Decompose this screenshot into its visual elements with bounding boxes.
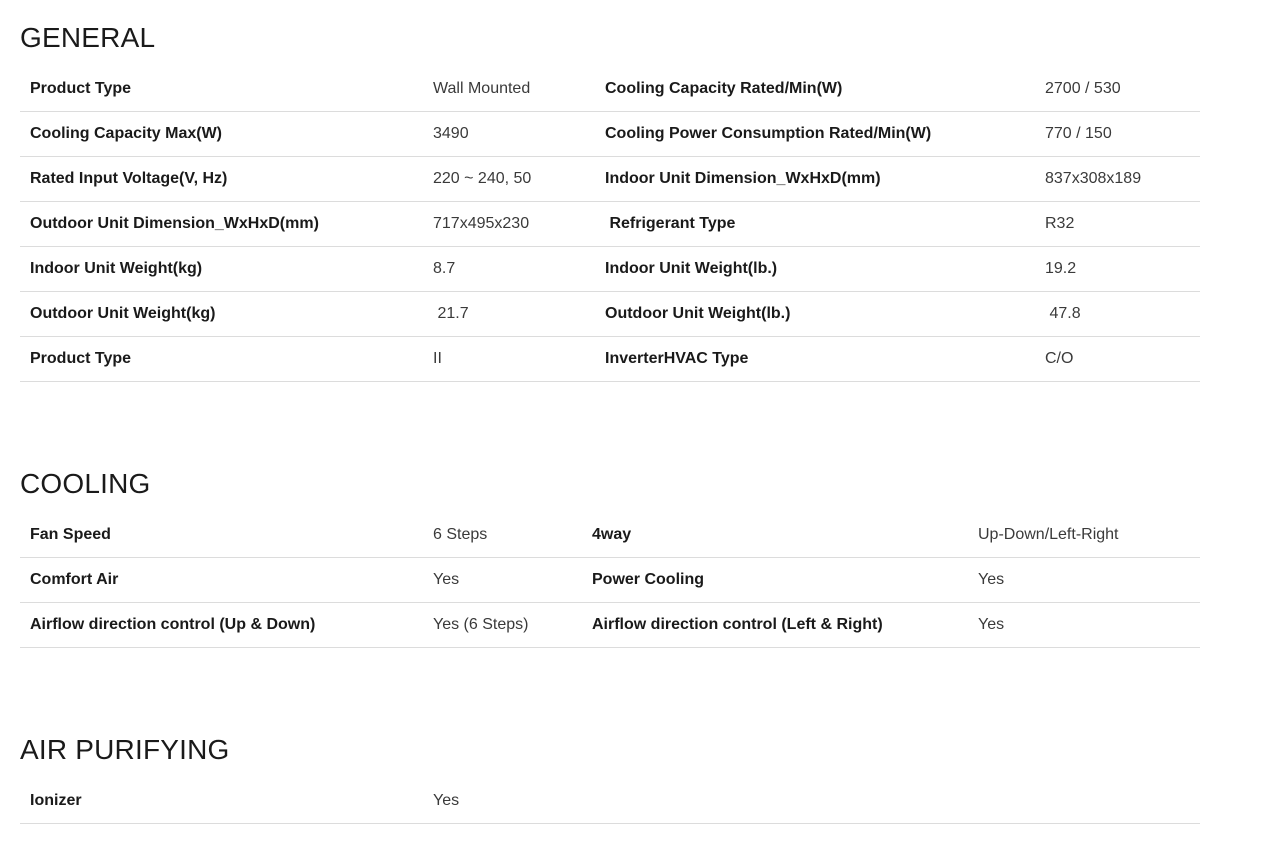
air-purifying-spec-table xyxy=(20,779,1200,824)
spec-value: Up-Down/Left-Right xyxy=(978,513,1200,558)
spec-label: Outdoor Unit Weight(kg) xyxy=(20,292,433,337)
spec-label: Cooling Capacity Rated/Min(W) xyxy=(595,67,1045,112)
spec-label: Indoor Unit Dimension_WxHxD(mm) xyxy=(595,157,1045,202)
spec-label: Airflow direction control (Left & Right) xyxy=(582,603,978,648)
spec-value: Yes xyxy=(433,558,582,603)
spec-label: Comfort Air xyxy=(20,558,433,603)
section-title-general: GENERAL xyxy=(20,22,156,53)
general-section xyxy=(20,20,1200,382)
spec-value: 220 ~ 240, 50 xyxy=(433,157,595,202)
spec-label: Indoor Unit Weight(lb.) xyxy=(595,247,1045,292)
section-title-air-purifying: AIR PURIFYING xyxy=(20,734,230,765)
spec-label: Cooling Capacity Max(W) xyxy=(20,112,433,157)
spec-row xyxy=(20,112,1200,157)
spec-value: 8.7 xyxy=(433,247,595,292)
spec-row xyxy=(20,157,1200,202)
spec-row xyxy=(20,603,1200,648)
spec-value: Yes xyxy=(978,603,1200,648)
spec-row xyxy=(20,202,1200,247)
spec-value: Yes (6 Steps) xyxy=(433,603,582,648)
spec-label: Refrigerant Type xyxy=(595,202,1045,247)
spec-row xyxy=(20,292,1200,337)
spec-value: 47.8 xyxy=(1045,292,1200,337)
spec-label: Fan Speed xyxy=(20,513,433,558)
cooling-section xyxy=(20,466,1200,648)
spec-label: InverterHVAC Type xyxy=(595,337,1045,382)
spec-value: 837x308x189 xyxy=(1045,157,1200,202)
spec-label: Cooling Power Consumption Rated/Min(W) xyxy=(595,112,1045,157)
spec-label: Power Cooling xyxy=(582,558,978,603)
spec-row xyxy=(20,779,1200,824)
spec-row xyxy=(20,513,1200,558)
spec-row xyxy=(20,247,1200,292)
spec-value: Yes xyxy=(433,779,1200,824)
section-title-cooling: COOLING xyxy=(20,468,151,499)
spec-value: 21.7 xyxy=(433,292,595,337)
spec-value: 6 Steps xyxy=(433,513,582,558)
cooling-spec-table xyxy=(20,513,1200,648)
spec-label: Ionizer xyxy=(20,779,433,824)
general-spec-table xyxy=(20,67,1200,382)
spec-row xyxy=(20,337,1200,382)
spec-value: C/O xyxy=(1045,337,1200,382)
spec-value: II xyxy=(433,337,595,382)
spec-label: Indoor Unit Weight(kg) xyxy=(20,247,433,292)
spec-value: Yes xyxy=(978,558,1200,603)
spec-row xyxy=(20,558,1200,603)
spec-label: Airflow direction control (Up & Down) xyxy=(20,603,433,648)
spec-label: Outdoor Unit Weight(lb.) xyxy=(595,292,1045,337)
spec-value: Wall Mounted xyxy=(433,67,595,112)
spec-label: 4way xyxy=(582,513,978,558)
spec-label: Product Type xyxy=(20,337,433,382)
spec-value: 717x495x230 xyxy=(433,202,595,247)
spec-value: 19.2 xyxy=(1045,247,1200,292)
spec-label: Rated Input Voltage(V, Hz) xyxy=(20,157,433,202)
spec-label: Product Type xyxy=(20,67,433,112)
spec-value: 3490 xyxy=(433,112,595,157)
spec-label: Outdoor Unit Dimension_WxHxD(mm) xyxy=(20,202,433,247)
spec-value: 2700 / 530 xyxy=(1045,67,1200,112)
spec-value: R32 xyxy=(1045,202,1200,247)
air-purifying-section xyxy=(20,732,1200,824)
spec-row xyxy=(20,67,1200,112)
spec-value: 770 / 150 xyxy=(1045,112,1200,157)
